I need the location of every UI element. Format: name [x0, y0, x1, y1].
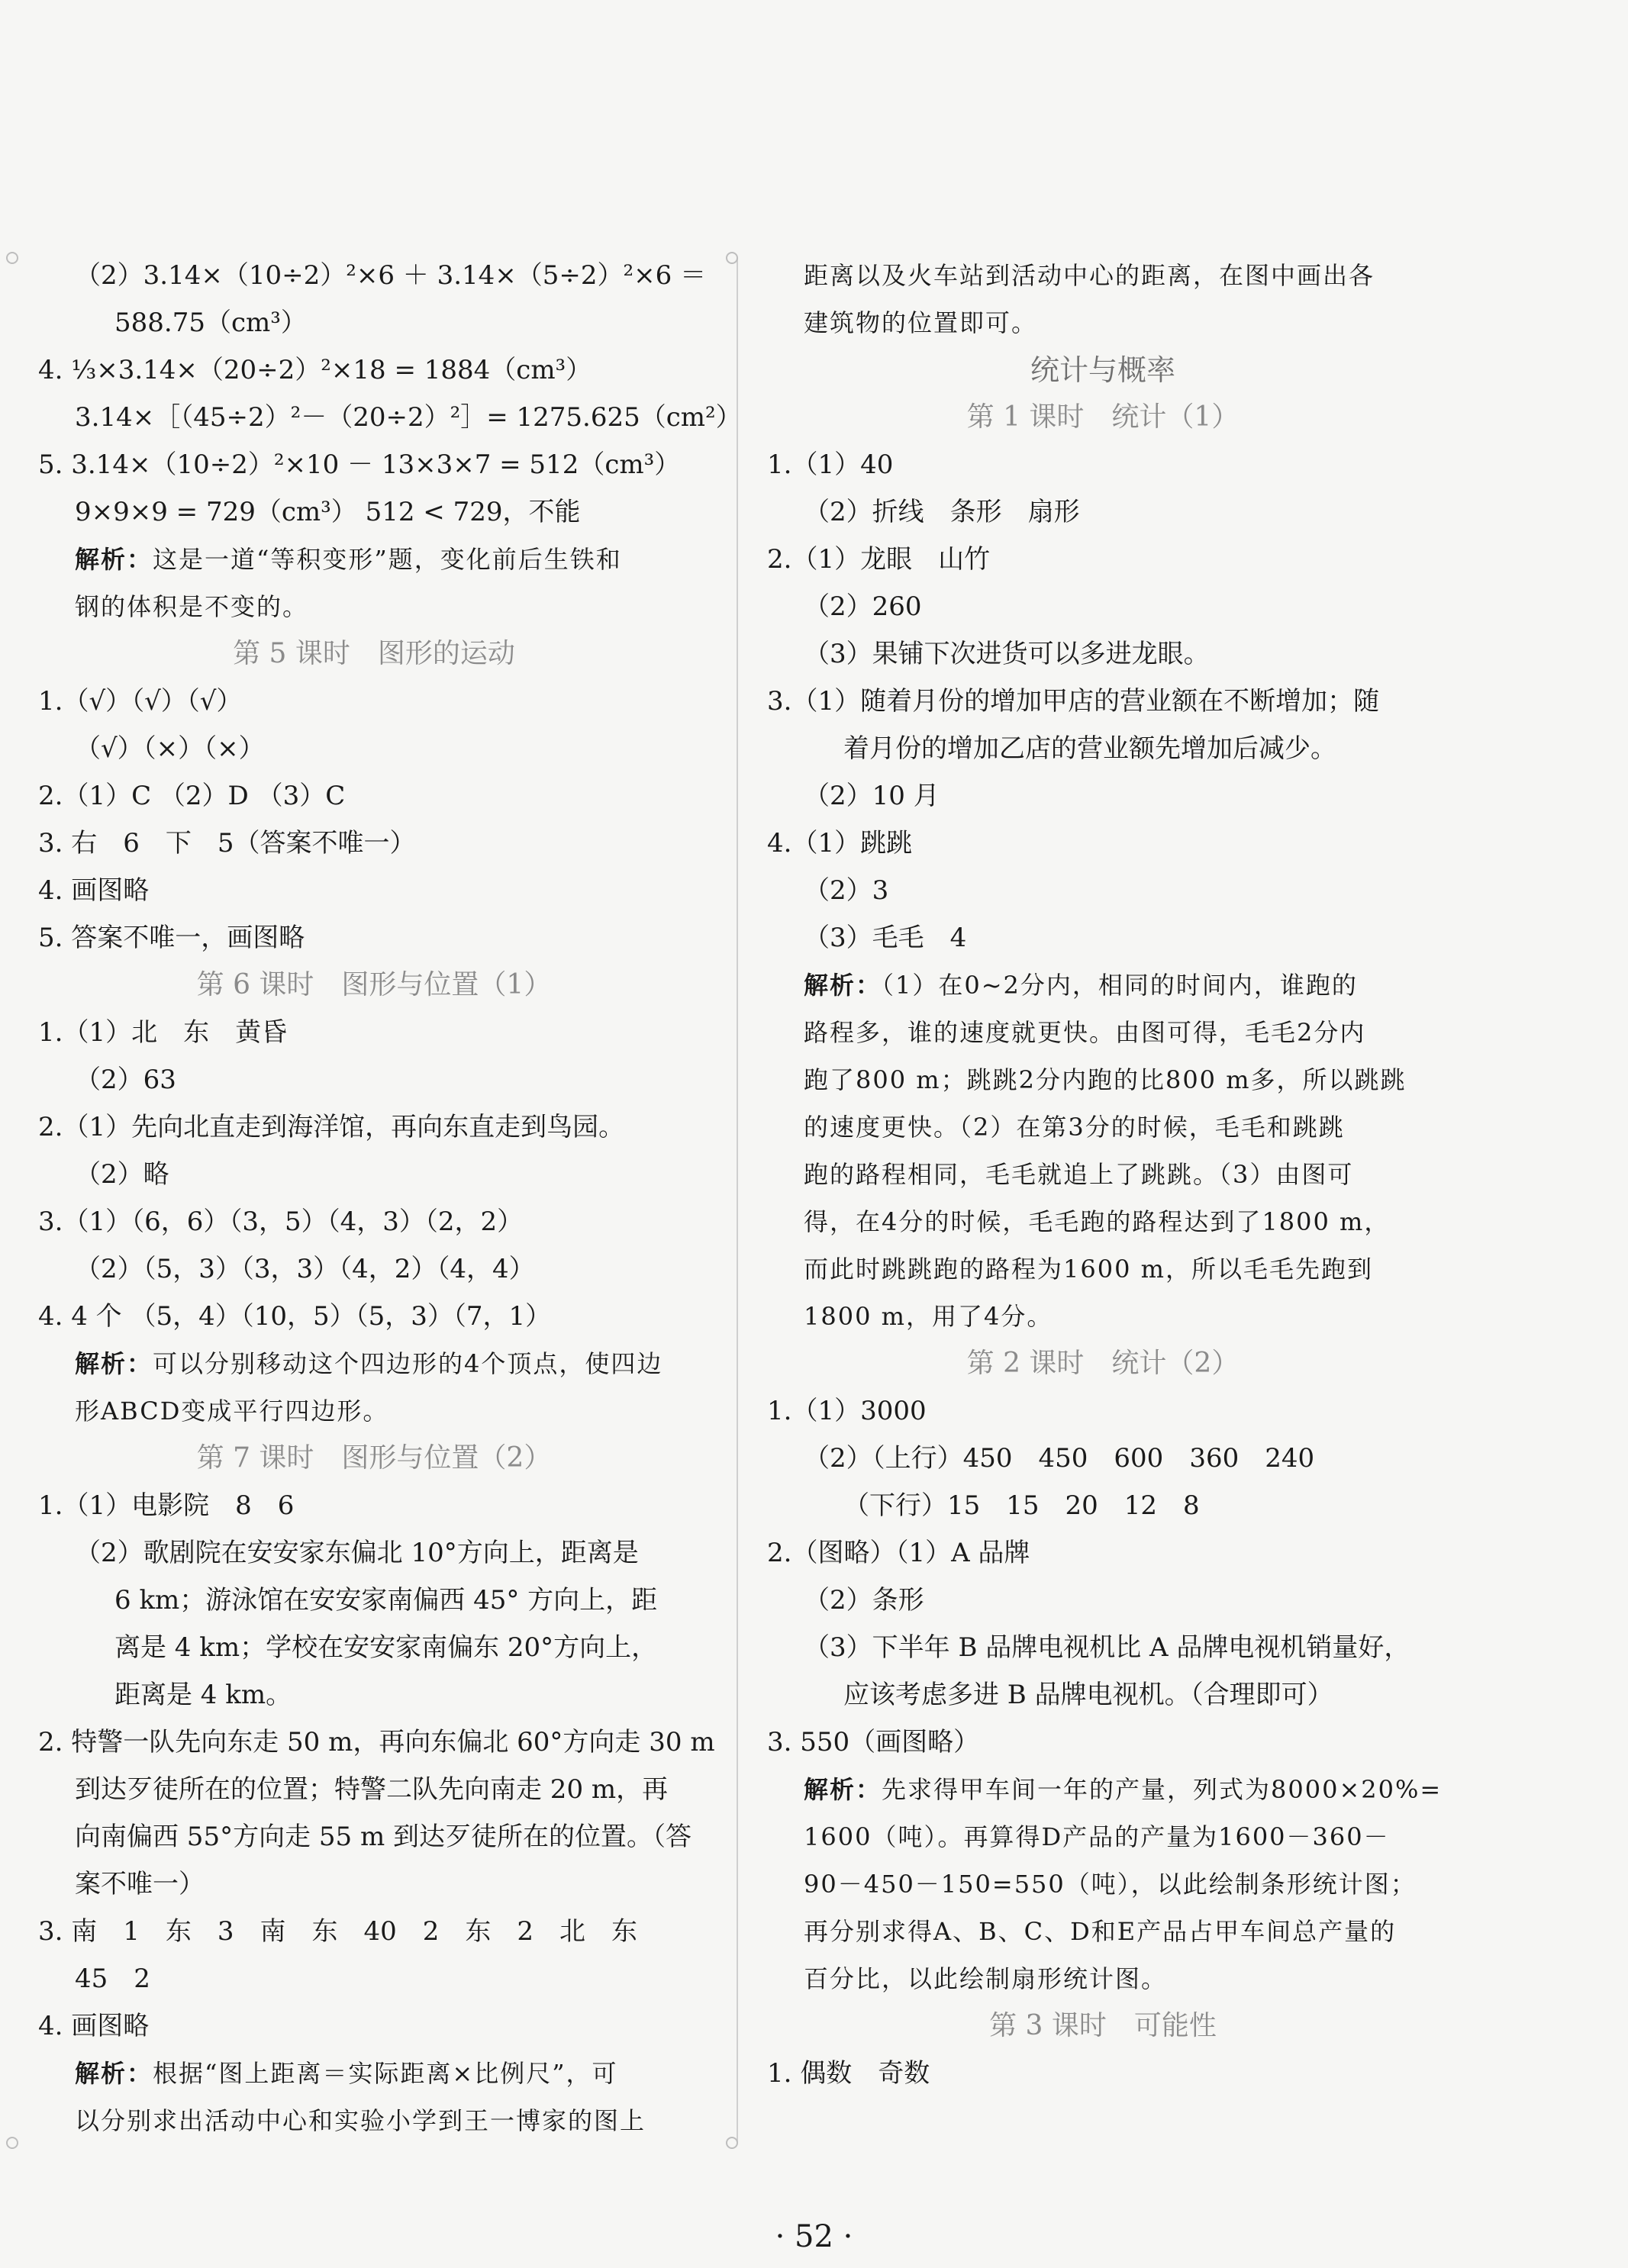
analysis-line	[38, 536, 710, 583]
answer-line: 2.（图略）（1）A 品牌	[767, 1538, 1030, 1568]
analysis-text: 的速度更快。（2）在第3分的时候，毛毛和跳跳	[804, 1113, 1345, 1142]
analysis-text: 可以分别移动这个四边形的4个顶点，使四边	[153, 1349, 663, 1378]
answer-line: 到达歹徒所在的位置；特警二队先向南走 20 m，再	[75, 1774, 669, 1805]
answer-line: （2）（上行）450 450 600 360 240	[804, 1443, 1315, 1474]
answer-line: 1.（1）北 东 黄昏	[38, 1017, 288, 1048]
left-column	[38, 252, 742, 2144]
margin-dot	[6, 2137, 18, 2149]
answer-line: 2.（1）C （2）D （3）C	[38, 781, 346, 811]
column-divider	[737, 258, 738, 2143]
answer-line: （下行）15 15 20 12 8	[843, 1490, 1200, 1521]
lesson-heading: 第 7 课时 图形与位置（2）	[196, 1442, 552, 1474]
analysis-text: 而此时跳跳跑的路程为1600 m，所以毛毛先跑到	[804, 1255, 1373, 1284]
answer-line: 2. 特警一队先向东走 50 m，再向东偏北 60°方向走 30 m	[38, 1727, 715, 1757]
analysis-text: 百分比，以此绘制扇形统计图。	[804, 1964, 1168, 1993]
answer-line: 5. 3.14×（10÷2）²×10 － 13×3×7 = 512（cm³）	[38, 449, 681, 480]
answer-line: 离是 4 km；学校在安安家南偏东 20°方向上，	[114, 1632, 658, 1663]
analysis-text: 先求得甲车间一年的产量，列式为8000×20%=	[882, 1775, 1443, 1804]
analysis-line	[767, 1198, 1439, 1245]
analysis-label: 解析：	[75, 1349, 153, 1378]
analysis-text: 距离以及火车站到活动中心的距离，在图中画出各	[804, 261, 1375, 290]
analysis-text: 跑了800 m；跳跳2分内跑的比800 m多，所以跳跳	[804, 1065, 1407, 1094]
analysis-line	[767, 962, 1439, 1009]
analysis-text: 建筑物的位置即可。	[804, 308, 1038, 337]
analysis-line	[767, 1056, 1439, 1103]
analysis-line	[767, 1908, 1439, 1955]
answer-line: 3. 550（画图略）	[767, 1727, 980, 1757]
answer-line: （2）63	[75, 1065, 176, 1095]
analysis-text: 90－450－150=550（吨），以此绘制条形统计图；	[804, 1870, 1417, 1899]
answer-line: 4. 画图略	[38, 875, 150, 906]
answer-line: 1.（1）40	[767, 449, 894, 480]
answer-line: 1.（1）电影院 8 6	[38, 1490, 295, 1521]
answer-line: 6 km；游泳馆在安安家南偏西 45° 方向上，距	[114, 1585, 658, 1616]
lesson-heading: 第 1 课时 统计（1）	[966, 401, 1240, 433]
lesson-heading: 第 2 课时 统计（2）	[966, 1348, 1240, 1379]
answer-line: 4.（1）跳跳	[767, 828, 913, 859]
analysis-label: 解析：	[804, 1775, 882, 1804]
right-column	[767, 252, 1443, 2097]
answer-line: （√）（×）（×）	[75, 733, 265, 764]
answer-line: 1.（√）（√）（√）	[38, 686, 243, 717]
analysis-label: 解析：	[75, 545, 153, 574]
answer-line: （2）260	[804, 591, 922, 622]
analysis-line	[767, 1151, 1439, 1198]
answer-line: 588.75（cm³）	[114, 308, 307, 338]
analysis-line	[767, 1955, 1439, 2002]
analysis-line	[767, 252, 1439, 299]
analysis-line	[767, 1766, 1443, 1813]
lesson-heading: 第 5 课时 图形的运动	[233, 638, 515, 669]
answer-line: 3.14×［（45÷2）²－（20÷2）²］= 1275.625（cm²）	[75, 402, 742, 433]
answer-line: 3. 南 1 东 3 南 东 40 2 东 2 北 东	[38, 1916, 638, 1947]
analysis-label: 解析：	[75, 2059, 153, 2088]
answer-line: （2）3.14×（10÷2）²×6 ＋ 3.14×（5÷2）²×6 ＝	[75, 260, 707, 291]
answer-line: 2.（1）龙眼 山竹	[767, 544, 991, 575]
answer-line: 2.（1）先向北直走到海洋馆，再向东直走到鸟园。	[38, 1112, 625, 1142]
analysis-text: 以分别求出活动中心和实验小学到王一博家的图上	[75, 2106, 646, 2135]
analysis-line	[38, 583, 710, 630]
answer-line: 1. 偶数 奇数	[767, 2058, 930, 2089]
analysis-line	[767, 1245, 1439, 1293]
analysis-text: 1600（吨）。再算得D产品的产量为1600－360－	[804, 1822, 1390, 1851]
answer-line: （2）3	[804, 875, 889, 906]
answer-line: 3. 右 6 下 5（答案不唯一）	[38, 828, 416, 859]
analysis-text: 跑的路程相同，毛毛就追上了跳跳。（3）由图可	[804, 1160, 1354, 1189]
answer-line: （3）毛毛 4	[804, 923, 967, 953]
analysis-line	[38, 1387, 710, 1435]
analysis-text: 形ABCD变成平行四边形。	[75, 1397, 389, 1426]
answer-line: （2）折线 条形 扇形	[804, 497, 1080, 527]
answer-line: 45 2	[75, 1964, 150, 1994]
answer-line: 着月份的增加乙店的营业额先增加后减少。	[843, 733, 1336, 764]
analysis-line	[767, 1293, 1439, 1340]
analysis-text: 得，在4分的时候，毛毛跑的路程达到了1800 m，	[804, 1207, 1391, 1236]
analysis-text: （1）在0~2分内，相同的时间内，谁跑的	[882, 971, 1358, 1000]
analysis-line	[38, 2097, 710, 2144]
answer-line: （2）略	[75, 1159, 169, 1190]
margin-dot	[6, 252, 18, 264]
analysis-line	[767, 299, 1439, 346]
analysis-text: 这是一道“等积变形”题，变化前后生铁和	[153, 545, 622, 574]
answer-line: 3.（1）随着月份的增加甲店的营业额在不断增加；随	[767, 686, 1380, 717]
answer-line: 1.（1）3000	[767, 1396, 927, 1426]
answer-line: 4. ⅓×3.14×（20÷2）²×18 = 1884（cm³）	[38, 355, 592, 385]
answer-line: 应该考虑多进 B 品牌电视机。（合理即可）	[843, 1680, 1333, 1710]
answer-line: （2）条形	[804, 1585, 924, 1616]
analysis-line	[767, 1813, 1439, 1860]
section-heading: 统计与概率	[1030, 353, 1175, 387]
answer-line: 3.（1）（6，6）（3，5）（4，3）（2，2）	[38, 1206, 524, 1237]
divider-dot	[726, 2137, 738, 2149]
answer-line: （3）下半年 B 品牌电视机比 A 品牌电视机销量好，	[804, 1632, 1410, 1663]
answer-line: 距离是 4 km。	[114, 1680, 292, 1710]
answer-line: 9×9×9 = 729（cm³） 512 < 729，不能	[75, 497, 581, 527]
analysis-line	[767, 1009, 1439, 1056]
analysis-text: 1800 m，用了4分。	[804, 1302, 1053, 1331]
analysis-line	[38, 1340, 710, 1387]
answer-line: （2）（5，3）（3，3）（4，2）（4，4）	[75, 1254, 535, 1284]
analysis-line	[767, 1860, 1439, 1908]
analysis-text: 再分别求得A、B、C、D和E产品占甲车间总产量的	[804, 1917, 1397, 1946]
analysis-text: 钢的体积是不变的。	[75, 592, 309, 621]
answer-line: 案不唯一）	[75, 1869, 205, 1899]
answer-line: （3）果铺下次进货可以多进龙眼。	[804, 639, 1210, 669]
analysis-line	[767, 1103, 1439, 1151]
divider-dot	[726, 252, 738, 264]
analysis-label: 解析：	[804, 971, 882, 1000]
page-number: · 52 ·	[775, 2219, 853, 2254]
analysis-line	[38, 2050, 710, 2097]
analysis-text: 根据“图上距离＝实际距离×比例尺”，可	[153, 2059, 618, 2088]
answer-line: （2）10 月	[804, 781, 940, 811]
answer-line: （2）歌剧院在安安家东偏北 10°方向上，距离是	[75, 1538, 639, 1568]
lesson-heading: 第 6 课时 图形与位置（1）	[196, 969, 552, 1000]
lesson-heading: 第 3 课时 可能性	[989, 2010, 1217, 2041]
answer-line: 向南偏西 55°方向走 55 m 到达歹徒所在的位置。（答	[75, 1822, 691, 1852]
answer-line: 4. 4 个 （5，4）（10，5）（5，3）（7，1）	[38, 1301, 552, 1332]
answer-line: 5. 答案不唯一，画图略	[38, 923, 305, 953]
answer-line: 4. 画图略	[38, 2011, 150, 2041]
analysis-text: 路程多，谁的速度就更快。由图可得，毛毛2分内	[804, 1018, 1366, 1047]
